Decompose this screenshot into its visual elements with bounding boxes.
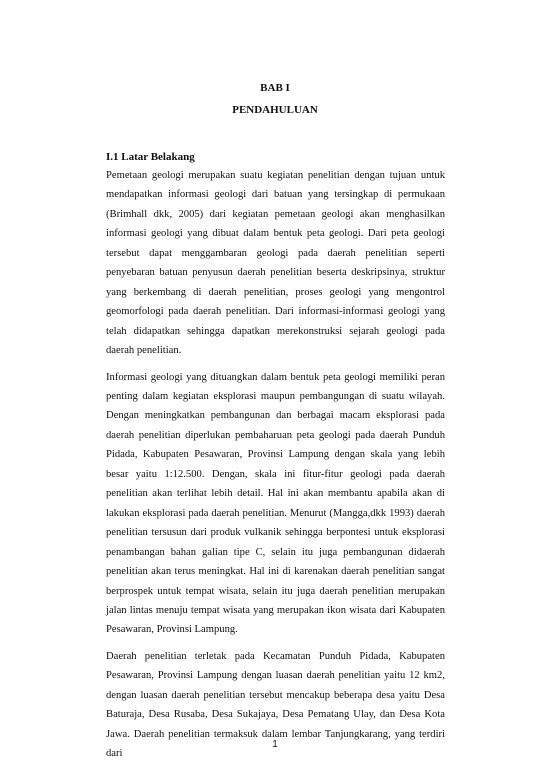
paragraph: Pemetaan geologi merupakan suatu kegiatan penelitian dengan tujuan untuk mendapatkan informasi geologi dari batuan yang tersingkap di permukaan (Brimhall dkk, 2005) dari kegiatan pemetaan geologi akan menghasilkan informasi geologi yang dibuat dalam bentuk peta geologi. Dari peta geologi tersebut dapat menggambaran geologi pada daerah penelitian seperti penyebaran batuan penyusun daerah penelitian beserta deskripsinya, struktur yang berkembang di daerah penelitian, proses geologi yang mengontrol geomorfologi pada daerah penelitian. Dari informasi-informasi geologi yang telah didapatkan sehingga dapatkan merekonstruksi sejarah geologi pada daerah penelitian. (106, 170, 445, 357)
body-text (106, 166, 445, 771)
chapter-label: BAB I (260, 82, 290, 94)
paragraph: Informasi geologi yang dituangkan dalam bentuk peta geologi memiliki peran penting dalam kegiatan eksplorasi maupun pembangungan di suatu wilayah. Dengan meningkatkan pembangunan dan berbagai macam eksplorasi pada daerah penelitian diperlukan pembaharuan peta geologi pada daerah Punduh Pidada, Kabupaten Pesawaran, Provinsi Lampung dengan skala yang lebih besar yaitu 1:12.500. Dengan, skala ini fitur-fitur geologi pada daerah penelitian akan terlihat lebih detail. Hal ini akan membantu apabila akan di lakukan eksplorasi pada daerah penelitian. Menurut (Mangga,dkk 1993) daerah penelitian tersusun dari produk vulkanik sehingga berpontesi untuk eksplorasi penambangan bahan galian tipe C, selain itu juga pembangunan didaerah penelitian akan terus meningkat. Hal ini di karenakan daerah penelitian sangat berprospek untuk tempat wisata, selain itu juga daerah penelitian merupakan jalan lintas menuju tempat wisata yang merupakan ikon wisata dari Kabupaten Pesawaran, Provinsi Lampung. (106, 371, 445, 636)
page-number: 1 (272, 739, 278, 750)
paragraph: Daerah penelitian terletak pada Kecamatan Punduh Pidada, Kabupaten Pesawaran, Provinsi Lampung dengan luasan daerah penelitian yaitu 12 km2, dengan luasan daerah penelitian tersebut mencakup beberapa desa yaitu Desa Baturaja, Desa Rusaba, Desa Sukajaya, Desa Pematang Ulay, dan Desa Kota Jawa. Daerah penelitian termaksuk dalam lembar Tanjungkarang, yang terdiri dari (106, 650, 445, 760)
section-heading: I.1 Latar Belakang (106, 151, 195, 163)
chapter-title: PENDAHULUAN (232, 104, 318, 116)
